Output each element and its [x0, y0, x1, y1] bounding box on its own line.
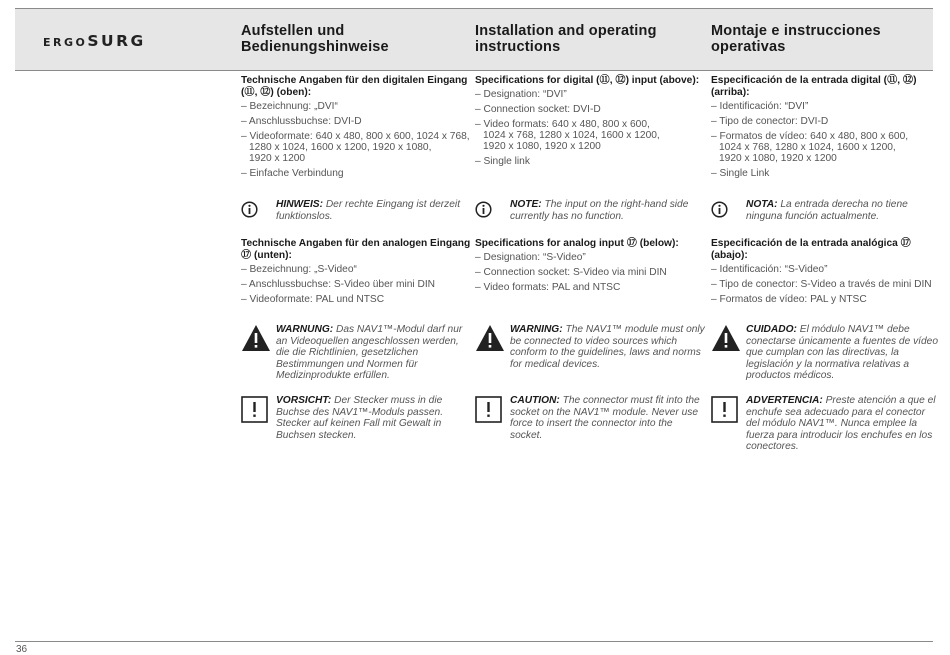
- digital-spec-section: [711, 75, 941, 183]
- list-item: – Single link: [475, 156, 530, 167]
- warning-text: WARNING: The NAV1™ module must only be connected to video sources which conform to the guidelines, laws and norms for medical devices.: [510, 324, 705, 370]
- list-item: – Video formats: PAL and NTSC: [475, 282, 621, 293]
- analog-spec-title: Especificación de la entrada analógica ⑰ (abajo):: [711, 238, 911, 261]
- column-heading-en: Installation and operating instructions: [475, 23, 657, 55]
- list-item: – Tipo de conector: S-Video a través de mini DIN: [711, 279, 932, 290]
- digital-spec-section: [241, 75, 471, 183]
- list-item: – Identificación: “DVI”: [711, 101, 809, 112]
- list-item: – Single Link: [711, 168, 770, 179]
- column-heading-de: Aufstellen und Bedienungshinweise: [241, 23, 389, 55]
- page-number: 36: [16, 644, 28, 655]
- ergosurg-logo: ERGOSURG: [43, 32, 146, 50]
- caution-text: ADVERTENCIA: Preste atención a que el enchufe sea adecuado para el conector del módulo NAV1™. Nunca emplee la fuerza para introducir los enchufes en los conectores.: [746, 395, 936, 452]
- info-icon: [711, 201, 728, 218]
- note-text: NOTE: The input on the right-hand side currently has no function.: [510, 199, 689, 222]
- list-item: – Bezeichnung: „DVI“: [241, 101, 338, 112]
- list-item: – Connection socket: S-Video via mini DIN: [475, 267, 667, 278]
- list-item: – Designation: “S-Video”: [475, 252, 586, 263]
- list-item: – Connection socket: DVI-D: [475, 104, 601, 115]
- list-item: – Videoformate: 640 x 480, 800 x 600, 1024 x 768, 1280 x 1024, 1600 x 1200, 1920 x 1080, 1920 x 1200: [241, 131, 470, 164]
- list-item: – Anschlussbuchse: DVI-D: [241, 116, 362, 127]
- caution-exclamation-icon: [711, 396, 738, 423]
- list-item: – Formatos de vídeo: 640 x 480, 800 x 600, 1024 x 768, 1280 x 1024, 1600 x 1200, 1920 x 1080, 1920 x 1200: [711, 131, 909, 164]
- note-text: HINWEIS: Der rechte Eingang ist derzeit funktionslos.: [276, 199, 461, 222]
- warning-triangle-icon: [241, 324, 271, 352]
- list-item: – Anschlussbuchse: S-Video über mini DIN: [241, 279, 436, 290]
- list-item: – Designation: “DVI”: [475, 89, 567, 100]
- digital-spec-section: [475, 75, 705, 171]
- list-item: – Formatos de vídeo: PAL y NTSC: [711, 294, 867, 305]
- warning-triangle-icon: [475, 324, 505, 352]
- caution-exclamation-icon: [241, 396, 268, 423]
- caution-exclamation-icon: [475, 396, 502, 423]
- list-item: – Video formats: 640 x 480, 800 x 600, 1024 x 768, 1280 x 1024, 1600 x 1200, 1920 x 1080, 1920 x 1200: [475, 119, 660, 152]
- note-text: NOTA: La entrada derecha no tiene ninguna función actualmente.: [746, 199, 908, 222]
- digital-spec-title: Specifications for digital (⑪, ⑫) input (above):: [475, 75, 700, 86]
- warning-text: CUIDADO: El módulo NAV1™ debe conectarse únicamente a fuentes de vídeo que cumplan con las directivas, la legislación y la normativa relativas a productos médicos.: [746, 324, 938, 381]
- info-icon: [241, 201, 258, 218]
- digital-spec-title: Especificación de la entrada digital (⑪, ⑫) (arriba):: [711, 75, 917, 98]
- column-heading-es: Montaje e instrucciones operativas: [711, 23, 881, 55]
- analog-spec-title: Technische Angaben für den analogen Eingang ⑰ (unten):: [241, 238, 471, 261]
- info-icon: [475, 201, 492, 218]
- warning-text: WARNUNG: Das NAV1™-Modul darf nur an Videoquellen angeschlossen werden, die die Richtlinien, gesetzlichen Bestimmungen und Normen für Medizinprodukte erfüllen.: [276, 324, 463, 381]
- footer-divider: [15, 641, 933, 642]
- digital-spec-title: Technische Angaben für den digitalen Eingang (⑪, ⑫) (oben):: [241, 75, 468, 98]
- analog-spec-section: [711, 238, 941, 309]
- analog-spec-section: [475, 238, 705, 297]
- list-item: – Videoformate: PAL und NTSC: [241, 294, 385, 305]
- analog-spec-section: [241, 238, 471, 309]
- analog-spec-title: Specifications for analog input ⑰ (below):: [475, 238, 679, 249]
- list-item: – Tipo de conector: DVI-D: [711, 116, 829, 127]
- list-item: – Identificación: “S-Video”: [711, 264, 828, 275]
- caution-text: CAUTION: The connector must fit into the socket on the NAV1™ module. Never use force to insert the connector into the socket.: [510, 395, 700, 441]
- caution-text: VORSICHT: Der Stecker muss in die Buchse des NAV1™-Moduls passen. Stecker auf keinen Fall mit Gewalt in Buchsen stecken.: [276, 395, 444, 441]
- list-item: – Einfache Verbindung: [241, 168, 344, 179]
- list-item: – Bezeichnung: „S-Video“: [241, 264, 357, 275]
- warning-triangle-icon: [711, 324, 741, 352]
